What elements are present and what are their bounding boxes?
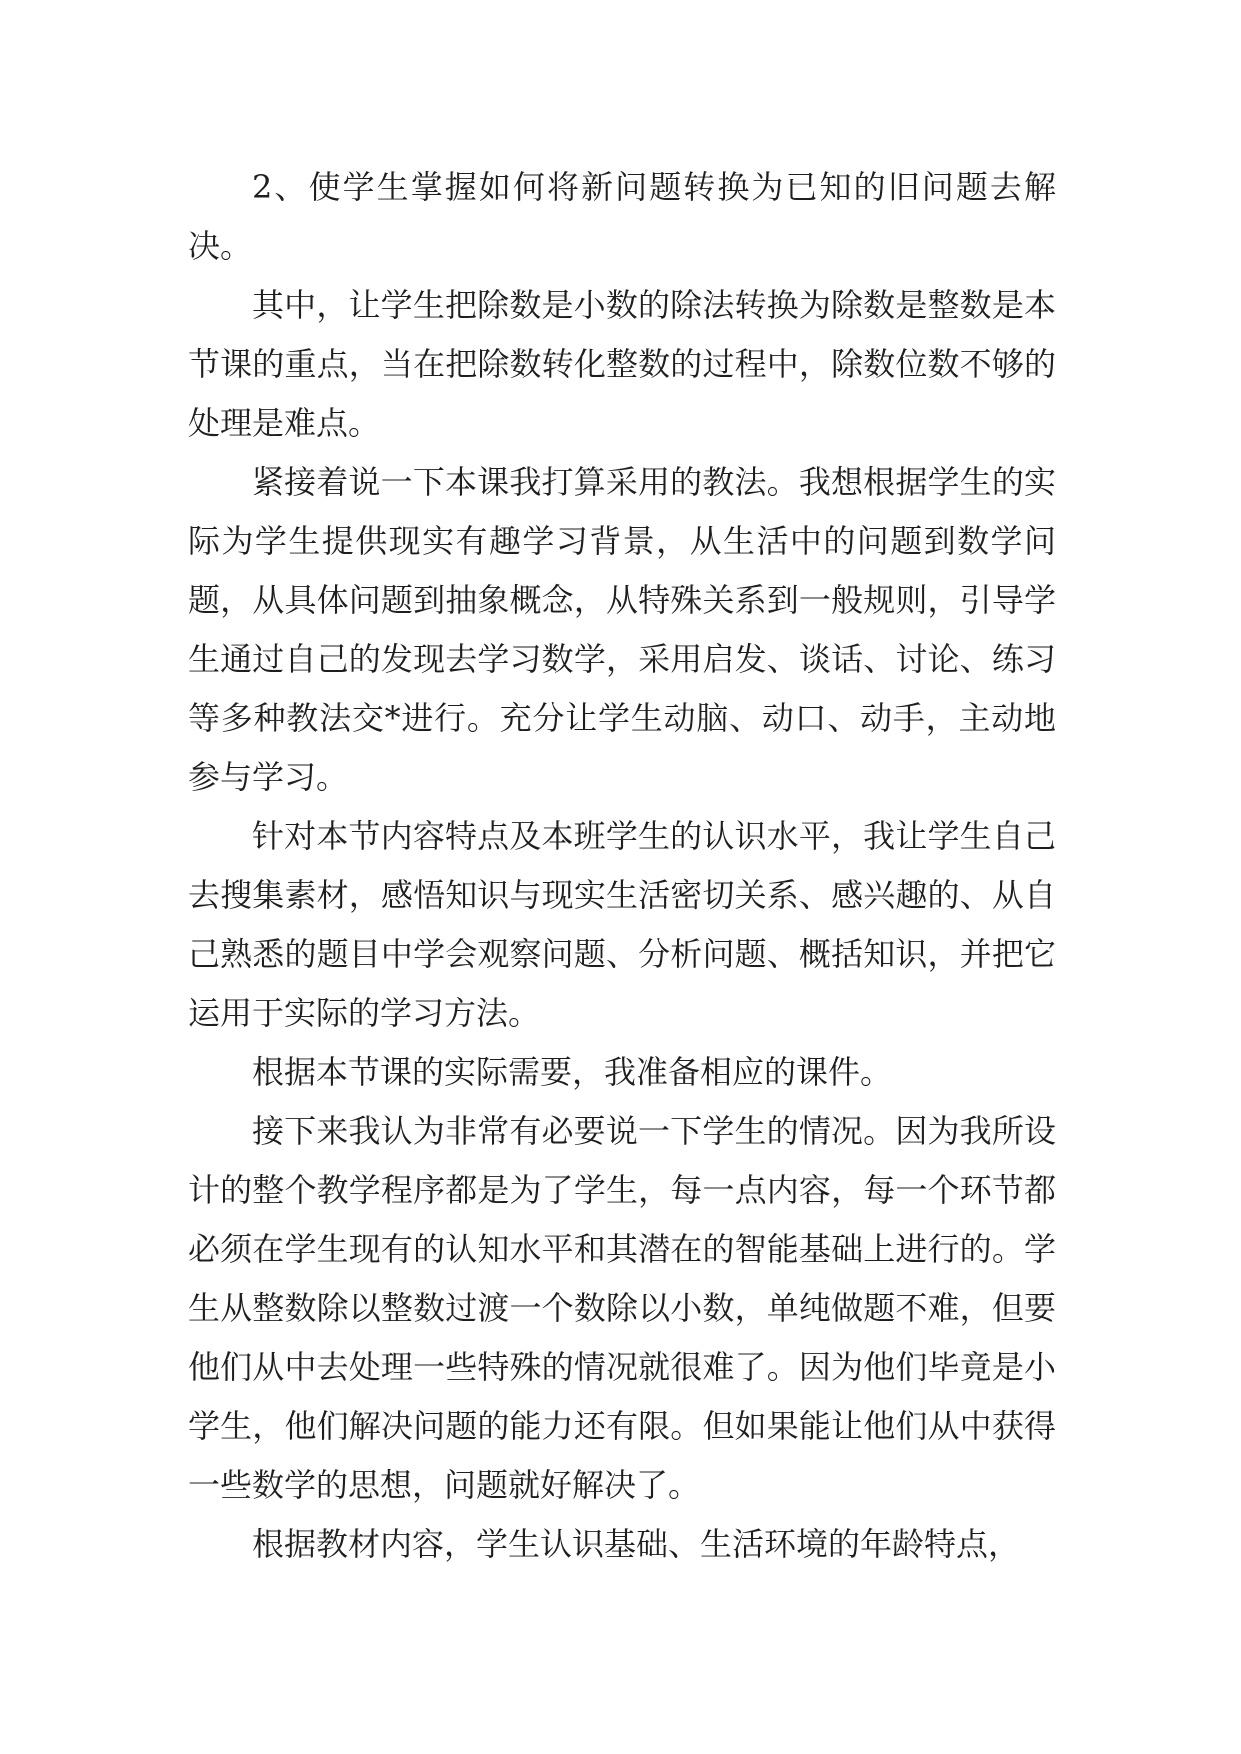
document-body bbox=[188, 158, 1056, 1574]
paragraph-teaching-method: 紧接着说一下本课我打算采用的教法。我想根据学生的实际为学生提供现实有趣学习背景，从生活中的问题到数学问题，从具体问题到抽象概念，从特殊关系到一般规则，引导学生通过自己的发现去学习数学，采用启发、谈话、讨论、练习等多种教法交*进行。充分让学生动脑、动口、动手，主动地参与学习。 bbox=[188, 463, 1056, 796]
paragraph-student-situation: 接下来我认为非常有必要说一下学生的情况。因为我所设计的整个教学程序都是为了学生，每一点内容，每一个环节都必须在学生现有的认知水平和其潜在的智能基础上进行的。学生从整数除以整数过渡一个数除以小数，单纯做题不难，但要他们从中去处理一些特殊的情况就很难了。因为他们毕竟是小学生，他们解决问题的能力还有限。但如果能让他们从中获得一些数学的思想，问题就好解决了。 bbox=[188, 1112, 1056, 1504]
paragraph-learning-method: 针对本节内容特点及本班学生的认识水平，我让学生自己去搜集素材，感悟知识与现实生活密切关系、感兴趣的、从自己熟悉的题目中学会观察问题、分析问题、概括知识，并把它运用于实际的学习方法。 bbox=[188, 817, 1056, 1032]
paragraph-courseware: 根据本节课的实际需要，我准备相应的课件。 bbox=[252, 1053, 893, 1091]
paragraph-goal-2: 2、使学生掌握如何将新问题转换为已知的旧问题去解决。 bbox=[188, 168, 1056, 265]
paragraph-textbook-content: 根据教材内容，学生认识基础、生活环境的年龄特点， bbox=[252, 1525, 1021, 1563]
paragraph-key-and-difficult-points: 其中，让学生把除数是小数的除法转换为除数是整数是本节课的重点，当在把除数转化整数的过程中，除数位数不够的处理是难点。 bbox=[188, 286, 1056, 442]
